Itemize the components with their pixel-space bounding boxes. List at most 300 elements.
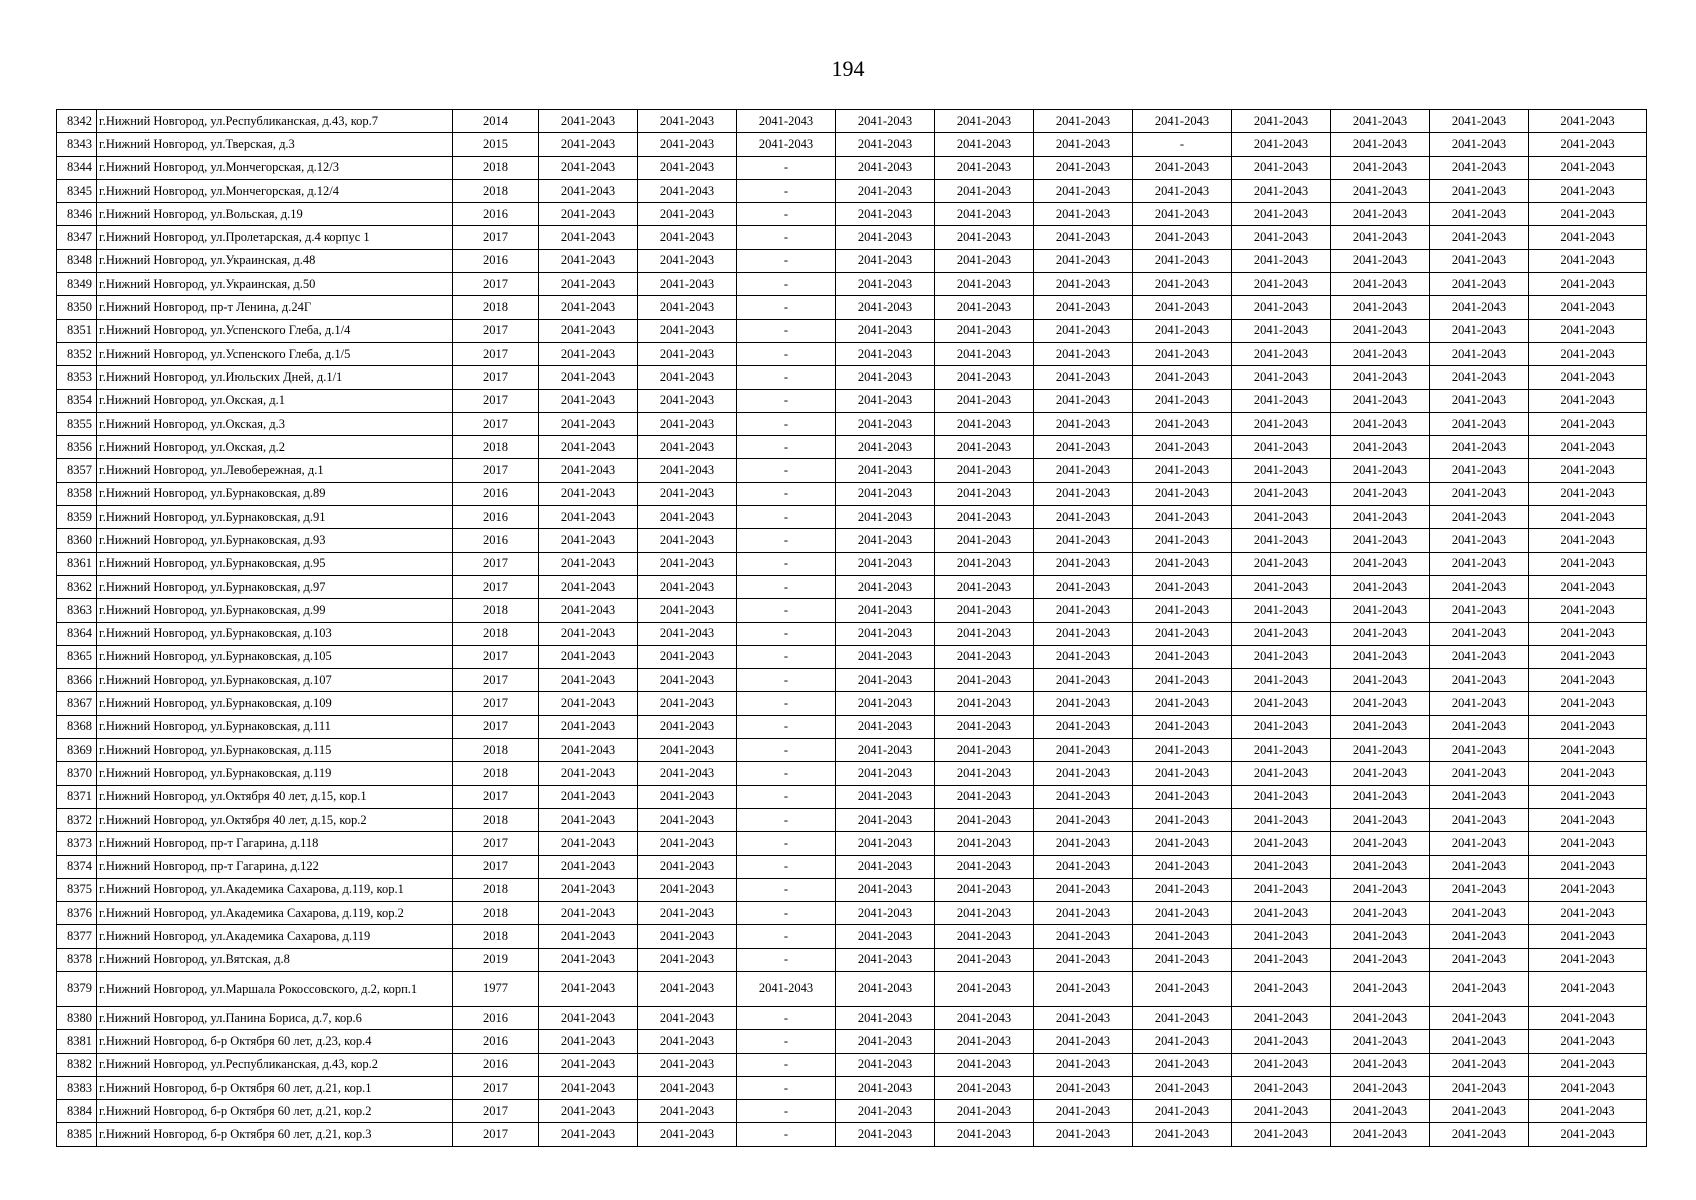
period-cell: 2041-2043 [1034,739,1133,762]
period-cell: 2041-2043 [1430,110,1529,133]
period-cell: 2041-2043 [539,1100,638,1123]
row-number-cell: 8355 [57,412,97,435]
period-cell: 2041-2043 [935,203,1034,226]
period-cell: 2041-2043 [1034,226,1133,249]
period-cell: 2041-2043 [935,389,1034,412]
period-cell: 2041-2043 [1034,296,1133,319]
year-cell: 2017 [453,575,539,598]
row-number-cell: 8384 [57,1100,97,1123]
period-cell: 2041-2043 [836,436,935,459]
period-cell: 2041-2043 [1232,739,1331,762]
period-cell: 2041-2043 [1529,599,1647,622]
row-number-cell: 8346 [57,203,97,226]
period-cell: 2041-2043 [1331,506,1430,529]
address-cell: г.Нижний Новгород, ул.Бурнаковская, д.99 [97,599,453,622]
period-cell: 2041-2043 [539,319,638,342]
year-cell: 2017 [453,342,539,365]
row-number-cell: 8378 [57,948,97,971]
period-cell: 2041-2043 [1232,1006,1331,1029]
address-cell: г.Нижний Новгород, ул.Бурнаковская, д.111 [97,715,453,738]
period-cell: 2041-2043 [935,179,1034,202]
address-cell: г.Нижний Новгород, ул.Окская, д.2 [97,436,453,459]
period-cell: 2041-2043 [638,133,737,156]
period-cell: 2041-2043 [1034,1076,1133,1099]
address-cell: г.Нижний Новгород, ул.Мончегорская, д.12/3 [97,156,453,179]
period-cell: 2041-2043 [539,179,638,202]
period-cell: 2041-2043 [1133,878,1232,901]
row-number-cell: 8344 [57,156,97,179]
period-cell: 2041-2043 [836,715,935,738]
address-cell: г.Нижний Новгород, ул.Вольская, д.19 [97,203,453,226]
address-cell: г.Нижний Новгород, ул.Бурнаковская, д.95 [97,552,453,575]
row-number-cell: 8367 [57,692,97,715]
period-cell: - [737,506,836,529]
period-cell: 2041-2043 [1034,971,1133,1006]
period-cell: 2041-2043 [1034,1100,1133,1123]
period-cell: 2041-2043 [1133,808,1232,831]
row-number-cell: 8351 [57,319,97,342]
period-cell: 2041-2043 [1034,645,1133,668]
period-cell: 2041-2043 [935,459,1034,482]
period-cell: - [737,1100,836,1123]
period-cell: 2041-2043 [935,902,1034,925]
period-cell: 2041-2043 [1133,203,1232,226]
period-cell: 2041-2043 [1331,179,1430,202]
period-cell: 2041-2043 [1232,902,1331,925]
period-cell: 2041-2043 [1034,389,1133,412]
period-cell: 2041-2043 [935,156,1034,179]
table-row [57,971,1647,1006]
period-cell: 2041-2043 [836,1006,935,1029]
period-cell: 2041-2043 [1529,482,1647,505]
table-row [57,902,1647,925]
address-cell: г.Нижний Новгород, ул.Бурнаковская, д.91 [97,506,453,529]
year-cell: 2018 [453,436,539,459]
period-cell: 2041-2043 [935,249,1034,272]
address-cell: г.Нижний Новгород, ул.Окская, д.1 [97,389,453,412]
address-cell: г.Нижний Новгород, ул.Бурнаковская, д.119 [97,762,453,785]
period-cell: 2041-2043 [1133,1076,1232,1099]
period-cell: 2041-2043 [1331,273,1430,296]
period-cell: 2041-2043 [1529,179,1647,202]
period-cell: 2041-2043 [836,599,935,622]
period-cell: 2041-2043 [638,948,737,971]
period-cell: - [737,832,836,855]
table-row [57,1123,1647,1146]
period-cell: 2041-2043 [1133,785,1232,808]
period-cell: 2041-2043 [935,645,1034,668]
period-cell: 2041-2043 [737,133,836,156]
period-cell: 2041-2043 [1331,832,1430,855]
period-cell: - [737,1076,836,1099]
period-cell: 2041-2043 [1331,715,1430,738]
period-cell: 2041-2043 [539,902,638,925]
period-cell: 2041-2043 [1430,669,1529,692]
year-cell: 2018 [453,878,539,901]
address-cell: г.Нижний Новгород, ул.Успенского Глеба, д.1/5 [97,342,453,365]
period-cell: 2041-2043 [935,925,1034,948]
row-number-cell: 8348 [57,249,97,272]
period-cell: 2041-2043 [1034,855,1133,878]
period-cell: 2041-2043 [1331,739,1430,762]
period-cell: - [737,762,836,785]
period-cell: 2041-2043 [1529,1006,1647,1029]
period-cell: 2041-2043 [935,808,1034,831]
period-cell: 2041-2043 [1529,436,1647,459]
address-cell: г.Нижний Новгород, ул.Украинская, д.50 [97,273,453,296]
period-cell: 2041-2043 [638,762,737,785]
period-cell: 2041-2043 [1034,552,1133,575]
period-cell: 2041-2043 [1034,249,1133,272]
period-cell: 2041-2043 [1133,342,1232,365]
period-cell: 2041-2043 [539,948,638,971]
table-row [57,273,1647,296]
period-cell: 2041-2043 [1331,971,1430,1006]
period-cell: 2041-2043 [1034,319,1133,342]
row-number-cell: 8342 [57,110,97,133]
period-cell: 2041-2043 [1529,203,1647,226]
address-cell: г.Нижний Новгород, ул.Академика Сахарова, д.119 [97,925,453,948]
row-number-cell: 8377 [57,925,97,948]
period-cell: 2041-2043 [539,366,638,389]
period-cell: 2041-2043 [836,739,935,762]
period-cell: - [737,226,836,249]
period-cell: 2041-2043 [1331,645,1430,668]
period-cell: 2041-2043 [1331,785,1430,808]
period-cell: 2041-2043 [1034,902,1133,925]
period-cell: 2041-2043 [1232,1100,1331,1123]
period-cell: 2041-2043 [1034,715,1133,738]
address-cell: г.Нижний Новгород, ул.Октября 40 лет, д.15, кор.1 [97,785,453,808]
year-cell: 2017 [453,226,539,249]
period-cell: 2041-2043 [539,785,638,808]
period-cell: - [737,1030,836,1053]
period-cell: 2041-2043 [836,226,935,249]
period-cell: 2041-2043 [1133,436,1232,459]
period-cell: 2041-2043 [638,575,737,598]
period-cell: 2041-2043 [1034,1006,1133,1029]
period-cell: 2041-2043 [539,669,638,692]
period-cell: 2041-2043 [1529,412,1647,435]
period-cell: 2041-2043 [1529,669,1647,692]
period-cell: 2041-2043 [1430,762,1529,785]
period-cell: 2041-2043 [539,412,638,435]
period-cell: 2041-2043 [836,971,935,1006]
period-cell: 2041-2043 [1529,971,1647,1006]
year-cell: 2018 [453,925,539,948]
row-number-cell: 8352 [57,342,97,365]
period-cell: 2041-2043 [1232,645,1331,668]
period-cell: 2041-2043 [1331,249,1430,272]
period-cell: - [737,925,836,948]
period-cell: 2041-2043 [1430,319,1529,342]
period-cell: 2041-2043 [539,1053,638,1076]
period-cell: 2041-2043 [539,739,638,762]
period-cell: 2041-2043 [1331,855,1430,878]
period-cell: 2041-2043 [935,599,1034,622]
period-cell: 2041-2043 [1232,273,1331,296]
period-cell: 2041-2043 [1529,808,1647,831]
period-cell: 2041-2043 [638,203,737,226]
period-cell: 2041-2043 [935,366,1034,389]
address-cell: г.Нижний Новгород, б-р Октября 60 лет, д.21, кор.2 [97,1100,453,1123]
period-cell: 2041-2043 [638,925,737,948]
period-cell: 2041-2043 [935,1076,1034,1099]
period-cell: 2041-2043 [638,342,737,365]
period-cell: - [737,482,836,505]
period-cell: - [737,1006,836,1029]
row-number-cell: 8376 [57,902,97,925]
period-cell: 2041-2043 [539,762,638,785]
period-cell: 2041-2043 [935,296,1034,319]
period-cell: 2041-2043 [1232,436,1331,459]
address-cell: г.Нижний Новгород, б-р Октября 60 лет, д.21, кор.3 [97,1123,453,1146]
period-cell: - [737,296,836,319]
period-cell: 2041-2043 [638,273,737,296]
period-cell: 2041-2043 [638,739,737,762]
year-cell: 2018 [453,762,539,785]
period-cell: 2041-2043 [1331,1053,1430,1076]
period-cell: 2041-2043 [1331,692,1430,715]
year-cell: 2017 [453,1100,539,1123]
period-cell: 2041-2043 [1430,366,1529,389]
period-cell: 2041-2043 [836,1123,935,1146]
period-cell: 2041-2043 [1331,389,1430,412]
period-cell: 2041-2043 [1232,389,1331,412]
period-cell: 2041-2043 [1331,1006,1430,1029]
period-cell: 2041-2043 [935,762,1034,785]
period-cell: 2041-2043 [1232,971,1331,1006]
period-cell: 2041-2043 [638,715,737,738]
period-cell: 2041-2043 [836,832,935,855]
period-cell: 2041-2043 [1430,739,1529,762]
period-cell: 2041-2043 [638,506,737,529]
period-cell: 2041-2043 [1034,1123,1133,1146]
period-cell: 2041-2043 [935,436,1034,459]
period-cell: 2041-2043 [1034,669,1133,692]
table-row [57,1053,1647,1076]
period-cell: 2041-2043 [638,296,737,319]
period-cell: 2041-2043 [935,622,1034,645]
period-cell: - [737,552,836,575]
row-number-cell: 8380 [57,1006,97,1029]
table-row [57,878,1647,901]
period-cell: 2041-2043 [638,785,737,808]
address-cell: г.Нижний Новгород, ул.Мончегорская, д.12/4 [97,179,453,202]
period-cell: 2041-2043 [1430,459,1529,482]
address-cell: г.Нижний Новгород, ул.Академика Сахарова, д.119, кор.2 [97,902,453,925]
table-row [57,482,1647,505]
period-cell: 2041-2043 [1034,133,1133,156]
period-cell: - [737,273,836,296]
period-cell: 2041-2043 [836,669,935,692]
period-cell: 2041-2043 [1133,1006,1232,1029]
year-cell: 2017 [453,552,539,575]
period-cell: 2041-2043 [1232,599,1331,622]
period-cell: 2041-2043 [1529,552,1647,575]
period-cell: 2041-2043 [1133,622,1232,645]
row-number-cell: 8375 [57,878,97,901]
table-row [57,459,1647,482]
table-row [57,622,1647,645]
period-cell: 2041-2043 [1133,715,1232,738]
period-cell: 2041-2043 [836,110,935,133]
period-cell: 2041-2043 [1232,296,1331,319]
period-cell: 2041-2043 [1232,482,1331,505]
row-number-cell: 8372 [57,808,97,831]
period-cell: 2041-2043 [1232,506,1331,529]
year-cell: 2017 [453,785,539,808]
table-row [57,1100,1647,1123]
period-cell: 2041-2043 [1331,762,1430,785]
row-number-cell: 8358 [57,482,97,505]
table-row [57,389,1647,412]
period-cell: - [737,319,836,342]
table-row [57,599,1647,622]
period-cell: 2041-2043 [539,1123,638,1146]
table-row [57,808,1647,831]
period-cell: 2041-2043 [1529,273,1647,296]
row-number-cell: 8359 [57,506,97,529]
period-cell: 2041-2043 [1331,436,1430,459]
period-cell: 2041-2043 [1331,669,1430,692]
address-cell: г.Нижний Новгород, ул.Бурнаковская, д.105 [97,645,453,668]
period-cell: 2041-2043 [836,1030,935,1053]
period-cell: 2041-2043 [1430,1076,1529,1099]
year-cell: 2017 [453,669,539,692]
row-number-cell: 8373 [57,832,97,855]
period-cell: 2041-2043 [1331,575,1430,598]
period-cell: 2041-2043 [1232,878,1331,901]
period-cell: 2041-2043 [638,1030,737,1053]
period-cell: - [737,436,836,459]
period-cell: 2041-2043 [1133,1100,1232,1123]
period-cell: 2041-2043 [1133,273,1232,296]
address-cell: г.Нижний Новгород, ул.Украинская, д.48 [97,249,453,272]
period-cell: 2041-2043 [1034,948,1133,971]
period-cell: 2041-2043 [539,971,638,1006]
address-cell: г.Нижний Новгород, ул.Окская, д.3 [97,412,453,435]
period-cell: - [737,366,836,389]
address-cell: г.Нижний Новгород, ул.Бурнаковская, д.107 [97,669,453,692]
table-row [57,179,1647,202]
address-cell: г.Нижний Новгород, ул.Успенского Глеба, д.1/4 [97,319,453,342]
row-number-cell: 8366 [57,669,97,692]
year-cell: 2017 [453,412,539,435]
period-cell: - [737,599,836,622]
period-cell: 2041-2043 [1430,389,1529,412]
period-cell: 2041-2043 [1430,436,1529,459]
period-cell: 2041-2043 [1430,1053,1529,1076]
period-cell: - [1133,133,1232,156]
period-cell: 2041-2043 [1430,412,1529,435]
period-cell: - [737,1053,836,1076]
period-cell: 2041-2043 [1133,762,1232,785]
address-cell: г.Нижний Новгород, б-р Октября 60 лет, д.21, кор.1 [97,1076,453,1099]
address-cell: г.Нижний Новгород, ул.Вятская, д.8 [97,948,453,971]
period-cell: 2041-2043 [539,249,638,272]
period-cell: - [737,1123,836,1146]
table-row [57,1030,1647,1053]
period-cell: 2041-2043 [539,808,638,831]
row-number-cell: 8381 [57,1030,97,1053]
period-cell: 2041-2043 [1529,762,1647,785]
period-cell: 2041-2043 [1133,739,1232,762]
period-cell: - [737,808,836,831]
period-cell: 2041-2043 [1529,342,1647,365]
period-cell: 2041-2043 [539,878,638,901]
year-cell: 2018 [453,156,539,179]
period-cell: 2041-2043 [1331,1123,1430,1146]
period-cell: 2041-2043 [935,1053,1034,1076]
year-cell: 2017 [453,832,539,855]
year-cell: 2017 [453,645,539,668]
period-cell: - [737,692,836,715]
period-cell: 2041-2043 [1232,110,1331,133]
period-cell: 2041-2043 [1034,506,1133,529]
period-cell: 2041-2043 [1034,599,1133,622]
period-cell: 2041-2043 [1430,715,1529,738]
year-cell: 1977 [453,971,539,1006]
address-cell: г.Нижний Новгород, пр-т Гагарина, д.122 [97,855,453,878]
address-cell: г.Нижний Новгород, ул.Июльских Дней, д.1/1 [97,366,453,389]
period-cell: 2041-2043 [638,1053,737,1076]
period-cell: 2041-2043 [935,948,1034,971]
period-cell: 2041-2043 [1133,692,1232,715]
period-cell: 2041-2043 [836,902,935,925]
period-cell: 2041-2043 [1529,156,1647,179]
period-cell: 2041-2043 [836,296,935,319]
address-cell: г.Нижний Новгород, ул.Маршала Рокоссовского, д.2, корп.1 [97,971,453,1006]
period-cell: 2041-2043 [638,1100,737,1123]
table-row [57,412,1647,435]
period-cell: 2041-2043 [1529,296,1647,319]
period-cell: 2041-2043 [1133,459,1232,482]
address-cell: г.Нижний Новгород, ул.Октября 40 лет, д.15, кор.2 [97,808,453,831]
period-cell: 2041-2043 [1232,785,1331,808]
period-cell: 2041-2043 [1430,296,1529,319]
period-cell: 2041-2043 [1529,645,1647,668]
table-row [57,575,1647,598]
address-cell: г.Нижний Новгород, пр-т Ленина, д.24Г [97,296,453,319]
row-number-cell: 8354 [57,389,97,412]
year-cell: 2018 [453,739,539,762]
address-cell: г.Нижний Новгород, ул.Академика Сахарова, д.119, кор.1 [97,878,453,901]
period-cell: 2041-2043 [935,832,1034,855]
address-cell: г.Нижний Новгород, ул.Бурнаковская, д.93 [97,529,453,552]
period-cell: 2041-2043 [1529,1076,1647,1099]
year-cell: 2015 [453,133,539,156]
period-cell: 2041-2043 [1232,133,1331,156]
period-cell: 2041-2043 [1133,1053,1232,1076]
period-cell: 2041-2043 [836,855,935,878]
period-cell: 2041-2043 [1430,506,1529,529]
period-cell: 2041-2043 [836,203,935,226]
period-cell: 2041-2043 [935,575,1034,598]
period-cell: 2041-2043 [638,436,737,459]
period-cell: - [737,715,836,738]
year-cell: 2016 [453,1053,539,1076]
period-cell: 2041-2043 [638,971,737,1006]
period-cell: 2041-2043 [1232,529,1331,552]
period-cell: 2041-2043 [638,1006,737,1029]
period-cell: 2041-2043 [1232,179,1331,202]
period-cell: 2041-2043 [1529,389,1647,412]
period-cell: 2041-2043 [1331,1030,1430,1053]
row-number-cell: 8385 [57,1123,97,1146]
period-cell: 2041-2043 [1430,645,1529,668]
period-cell: 2041-2043 [1133,575,1232,598]
